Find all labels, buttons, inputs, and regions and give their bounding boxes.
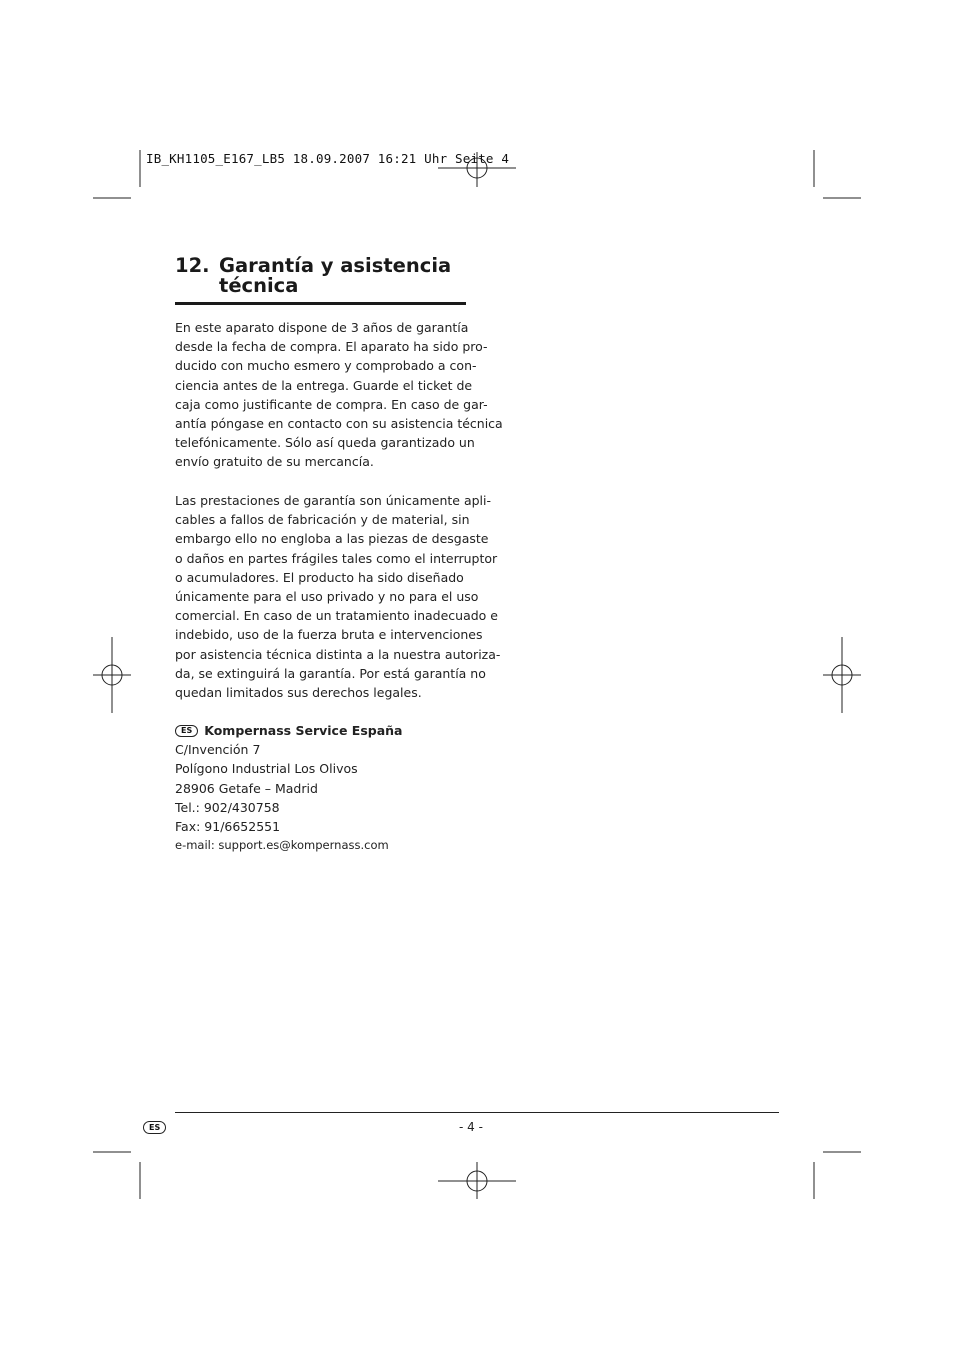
text-line: indebido, uso de la fuerza bruta e intervenciones	[175, 627, 483, 643]
text-line: ciencia antes de la entrega. Guarde el ticket de	[175, 377, 473, 393]
text-line: cables a fallos de fabricación y de material, sin	[175, 512, 470, 528]
contact-heading	[175, 721, 402, 740]
text-line: únicamente para el uso privado y no para el uso	[175, 589, 479, 605]
text-line: o acumuladores. El producto ha sido diseñado	[175, 569, 464, 585]
text-line: envío gratuito de su mercancía.	[175, 454, 374, 470]
registration-mark-bottom	[438, 1162, 516, 1199]
text-line: desde la fecha de compra. El aparato ha sido pro-	[175, 339, 488, 355]
contact-tel: Tel.: 902/430758	[175, 799, 280, 815]
warranty-paragraph-1	[175, 318, 503, 472]
text-line: telefónicamente. Sólo así queda garantizado un	[175, 435, 475, 451]
text-line: comercial. En caso de un tratamiento inadecuado e	[175, 608, 498, 624]
company-name: Kompernass Service España	[204, 723, 403, 738]
text-line: o daños en partes frágiles tales como el interruptor	[175, 550, 498, 566]
section-number: 12.	[175, 254, 210, 277]
contact-email: e-mail: support.es@kompernass.com	[175, 838, 389, 853]
text-line: ducido con mucho esmero y comprobado a con-	[175, 358, 477, 374]
text-line: por asistencia técnica distinta a la nuestra autoriza-	[175, 646, 501, 662]
text-line: antía póngase en contacto con su asistencia técnica	[175, 416, 503, 432]
page-number: - 4 -	[459, 1120, 483, 1134]
text-line: da, se extinguirá la garantía. Por está garantía no	[175, 665, 486, 681]
text-line: quedan limitados sus derechos legales.	[175, 685, 422, 701]
footer-language-badge: ES	[143, 1121, 166, 1134]
footer-rule	[175, 1112, 779, 1113]
text-line: Las prestaciones de garantía son únicamente apli-	[175, 493, 491, 508]
text-line: embargo ello no engloba a las piezas de desgaste	[175, 531, 489, 547]
service-contact	[175, 721, 402, 855]
contact-area: Polígono Industrial Los Olivos	[175, 761, 358, 777]
text-line: caja como justificante de compra. En caso de gar-	[175, 396, 488, 412]
title-underline	[175, 302, 466, 305]
text-line: En este aparato dispone de 3 años de garantía	[175, 320, 469, 335]
warranty-paragraph-2	[175, 491, 501, 702]
print-slug: IB_KH1105_E167_LB5 18.09.2007 16:21 Uhr Seite 4	[146, 151, 510, 166]
country-badge: ES	[175, 725, 198, 737]
contact-city: 28906 Getafe – Madrid	[175, 780, 318, 796]
section-title-line1: Garantía y asistencia	[219, 254, 452, 277]
registration-mark-right	[823, 637, 861, 713]
section-title-line2: técnica	[219, 274, 299, 297]
contact-street: C/Invención 7	[175, 742, 261, 758]
registration-mark-left	[93, 637, 131, 713]
contact-fax: Fax: 91/6652551	[175, 819, 281, 835]
